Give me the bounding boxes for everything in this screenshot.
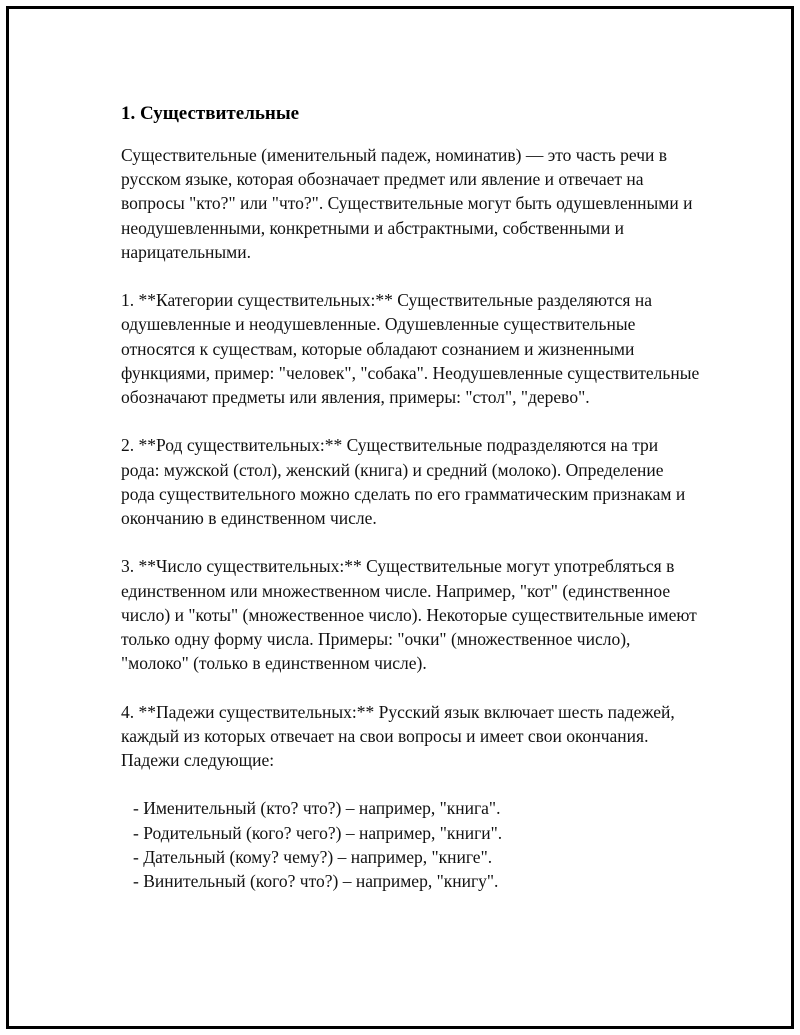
list-item: - Дательный (кому? чему?) – например, "книге". — [133, 846, 493, 867]
document-body — [121, 101, 701, 893]
cases-paragraph: 4. **Падежи существительных:** Русский язык включает шесть падежей, каждый из которых отвечает на свои вопросы и имеет свои окончания. Падежи следующие: — [121, 701, 675, 771]
gender-paragraph: 2. **Род существительных:** Существительные подразделяются на три рода: мужской (стол), женский (книга) и средний (молоко). Определение рода существительного можно сделать по его грамматическим признакам и окончанию в единственном числе. — [121, 435, 686, 529]
section-title: 1. Существительные — [121, 103, 300, 124]
cases-list — [121, 796, 701, 893]
document-page — [6, 6, 794, 1029]
list-item: - Именительный (кто? что?) – например, "книга". — [133, 798, 501, 819]
categories-paragraph: 1. **Категории существительных:** Существительные разделяются на одушевленные и неодушевленные. Одушевленные существительные относятся к существам, которые обладают сознанием и жизненными функциями, пример: "человек", "собака". Неодушевленные существительные обозначают предметы или явления, примеры: "стол", "дерево". — [121, 290, 700, 408]
list-item: - Винительный (кого? что?) – например, "книгу". — [133, 871, 499, 892]
number-paragraph: 3. **Число существительных:** Существительные могут употребляться в единственном или множественном числе. Например, "кот" (единственное число) и "коты" (множественное число). Некоторые существительные имеют только одну форму числа. Примеры: "очки" (множественное число), "молоко" (только в единственном числе). — [121, 556, 697, 674]
intro-paragraph: Существительные (именительный падеж, номинатив) — это часть речи в русском языке, которая обозначает предмет или явление и отвечает на вопросы "кто?" или "что?". Существительные могут быть одушевленными и неодушевленными, конкретными и абстрактными, собственными и нарицательными. — [121, 145, 693, 262]
list-item: - Родительный (кого? чего?) – например, "книги". — [133, 822, 503, 843]
